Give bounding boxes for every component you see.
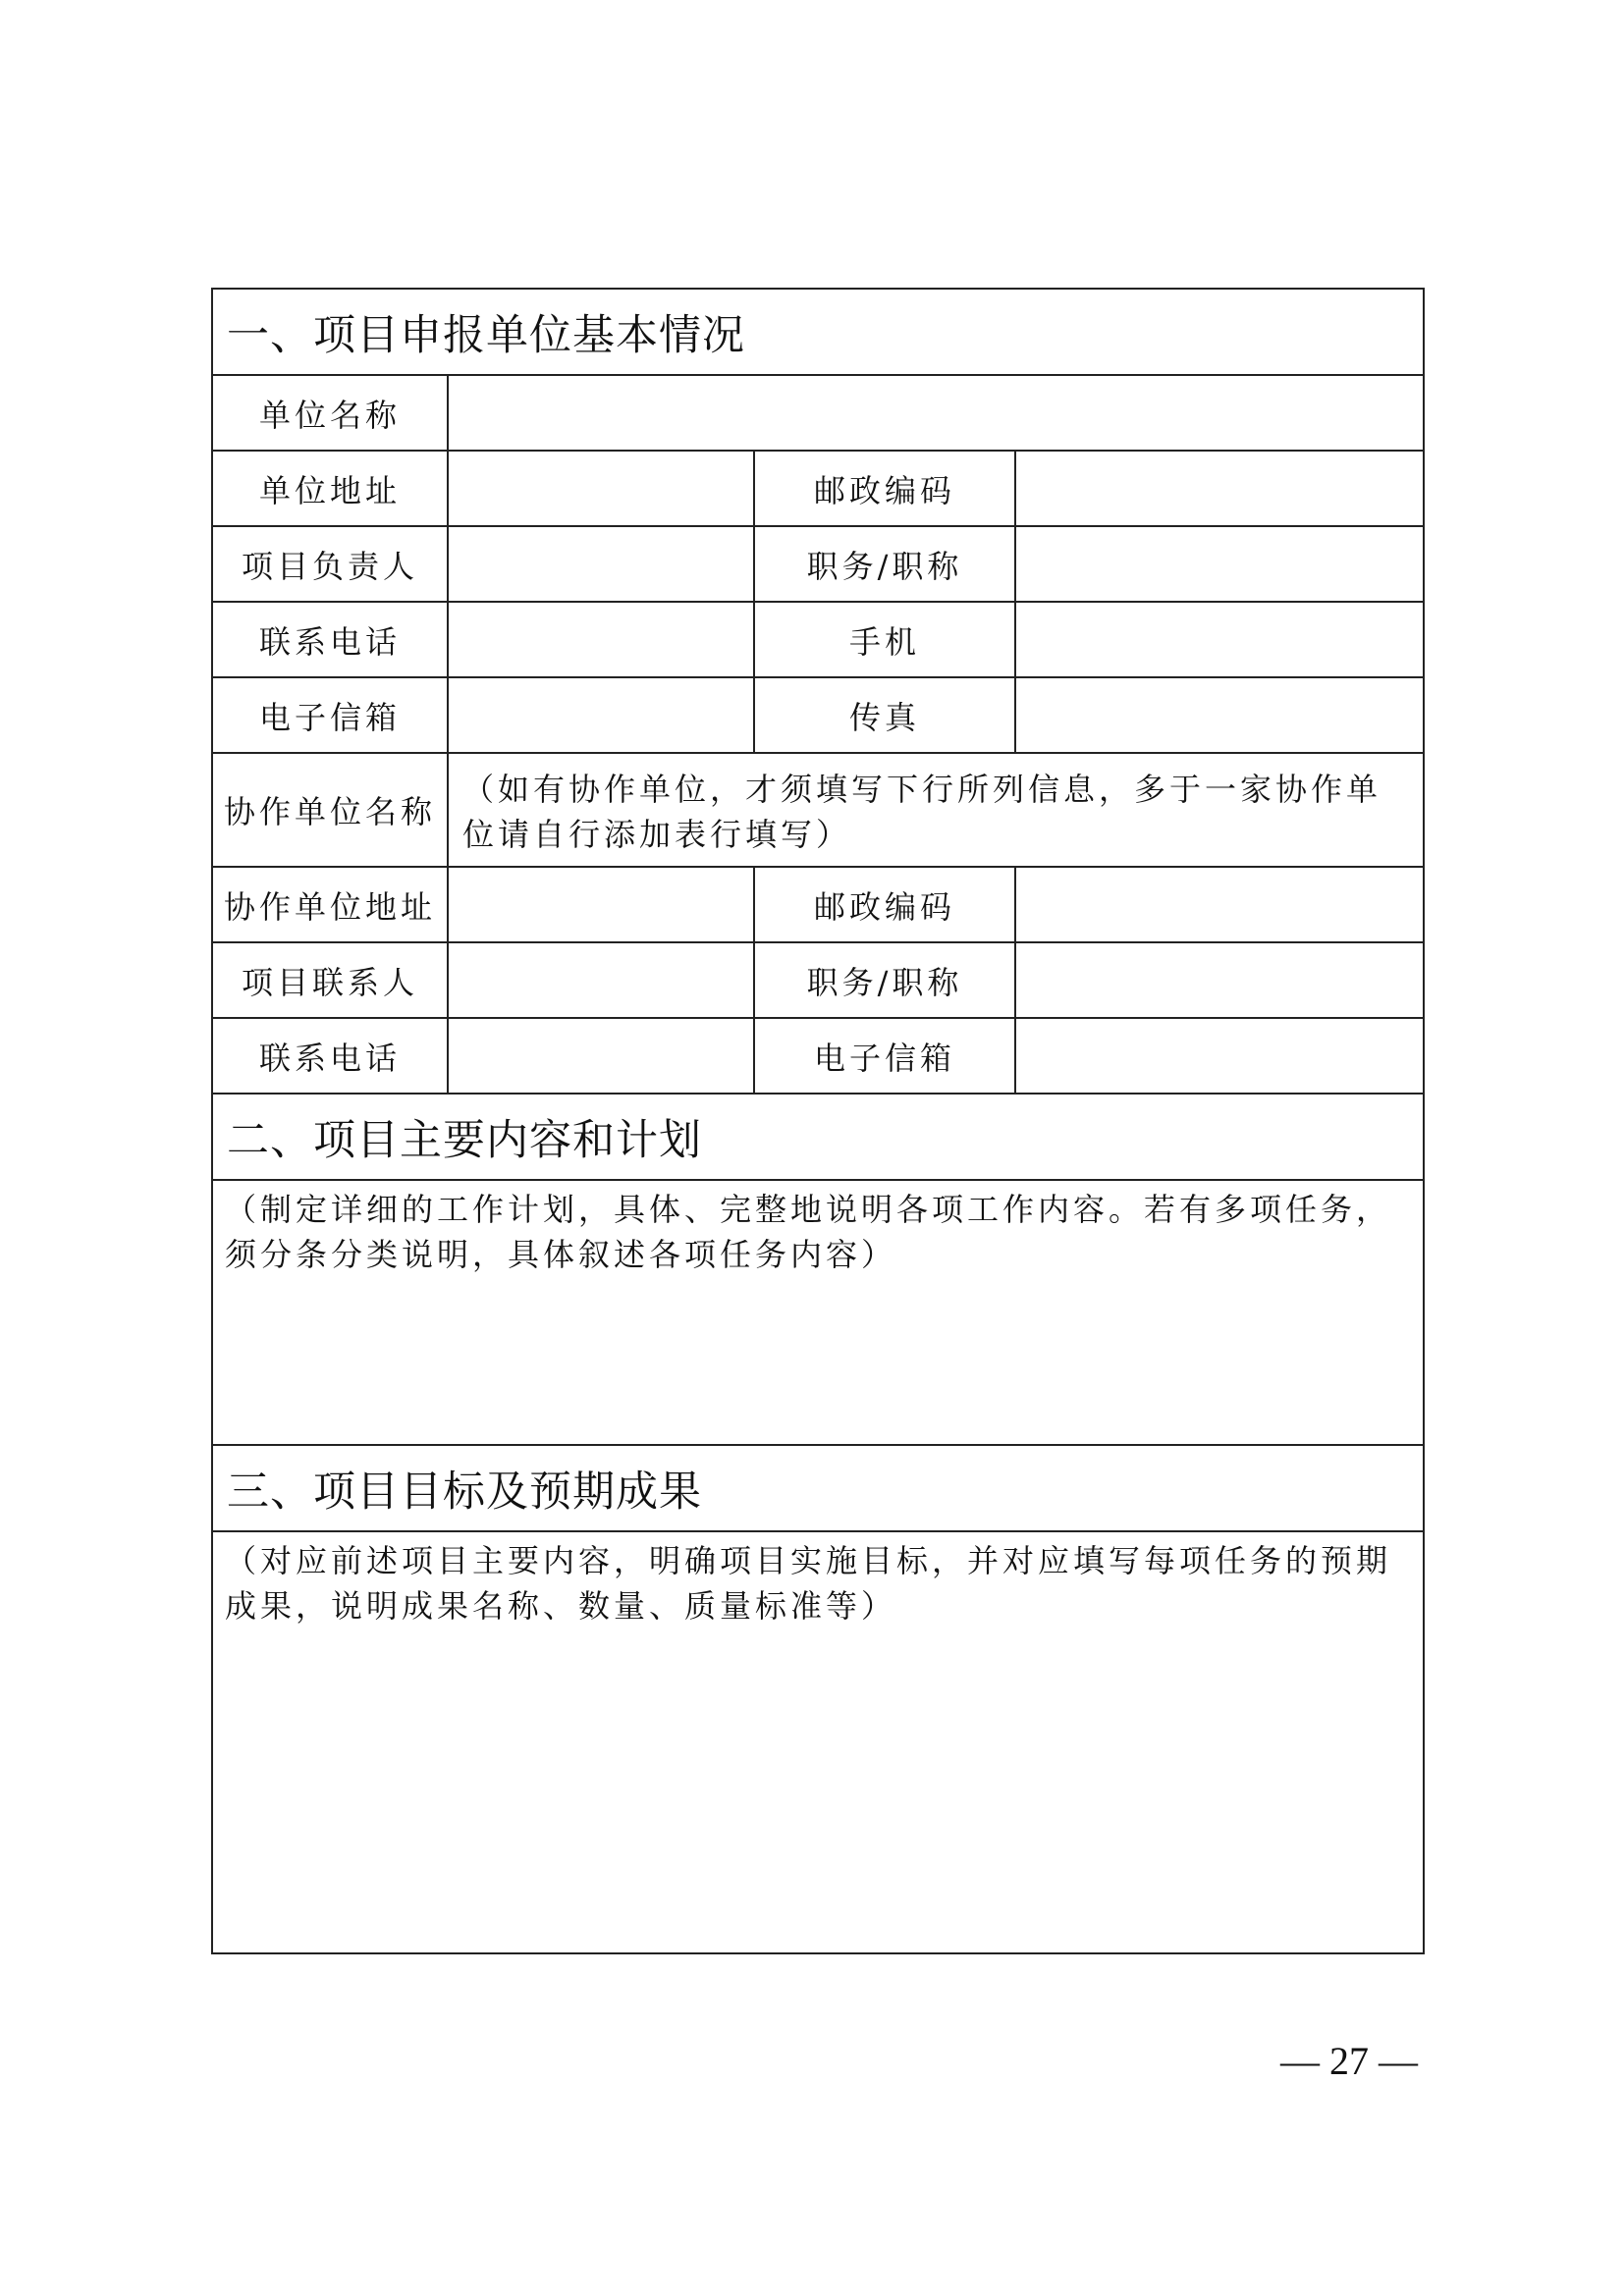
coop-contact-phone-label: 联系电话 <box>212 1018 448 1094</box>
postal-code-field[interactable] <box>1015 451 1424 526</box>
mobile-label: 手机 <box>754 602 1015 677</box>
coop-unit-note[interactable]: （如有协作单位，才须填写下行所列信息，多于一家协作单位请自行添加表行填写） <box>448 753 1424 867</box>
project-leader-field[interactable] <box>448 526 754 602</box>
coop-position-title-label: 职务/职称 <box>754 942 1015 1018</box>
coop-email-label: 电子信箱 <box>754 1018 1015 1094</box>
coop-postal-code-label: 邮政编码 <box>754 867 1015 942</box>
application-form-table <box>211 288 1425 1954</box>
coop-unit-address-label: 协作单位地址 <box>212 867 448 942</box>
unit-name-label: 单位名称 <box>212 375 448 451</box>
contact-phone-label: 联系电话 <box>212 602 448 677</box>
section3-content-area[interactable]: （对应前述项目主要内容，明确项目实施目标，并对应填写每项任务的预期成果，说明成果名称、数量、质量标准等） <box>212 1531 1424 1953</box>
coop-position-title-field[interactable] <box>1015 942 1424 1018</box>
fax-field[interactable] <box>1015 677 1424 753</box>
section2-content-area[interactable]: （制定详细的工作计划，具体、完整地说明各项工作内容。若有多项任务，须分条分类说明，具体叙述各项任务内容） <box>212 1180 1424 1445</box>
section2-title: 二、项目主要内容和计划 <box>212 1094 1424 1180</box>
page-number: — 27 — <box>1280 2039 1418 2083</box>
position-title-label: 职务/职称 <box>754 526 1015 602</box>
section3-title: 三、项目目标及预期成果 <box>212 1445 1424 1531</box>
coop-unit-name-label: 协作单位名称 <box>212 753 448 867</box>
coop-postal-code-field[interactable] <box>1015 867 1424 942</box>
fax-label: 传真 <box>754 677 1015 753</box>
unit-address-label: 单位地址 <box>212 451 448 526</box>
contact-phone-field[interactable] <box>448 602 754 677</box>
position-title-field[interactable] <box>1015 526 1424 602</box>
email-label: 电子信箱 <box>212 677 448 753</box>
unit-name-field[interactable] <box>448 375 1424 451</box>
coop-email-field[interactable] <box>1015 1018 1424 1094</box>
section1-title: 一、项目申报单位基本情况 <box>212 289 1424 375</box>
mobile-field[interactable] <box>1015 602 1424 677</box>
postal-code-label: 邮政编码 <box>754 451 1015 526</box>
project-contact-label: 项目联系人 <box>212 942 448 1018</box>
coop-unit-address-field[interactable] <box>448 867 754 942</box>
unit-address-field[interactable] <box>448 451 754 526</box>
project-contact-field[interactable] <box>448 942 754 1018</box>
coop-contact-phone-field[interactable] <box>448 1018 754 1094</box>
project-leader-label: 项目负责人 <box>212 526 448 602</box>
email-field[interactable] <box>448 677 754 753</box>
